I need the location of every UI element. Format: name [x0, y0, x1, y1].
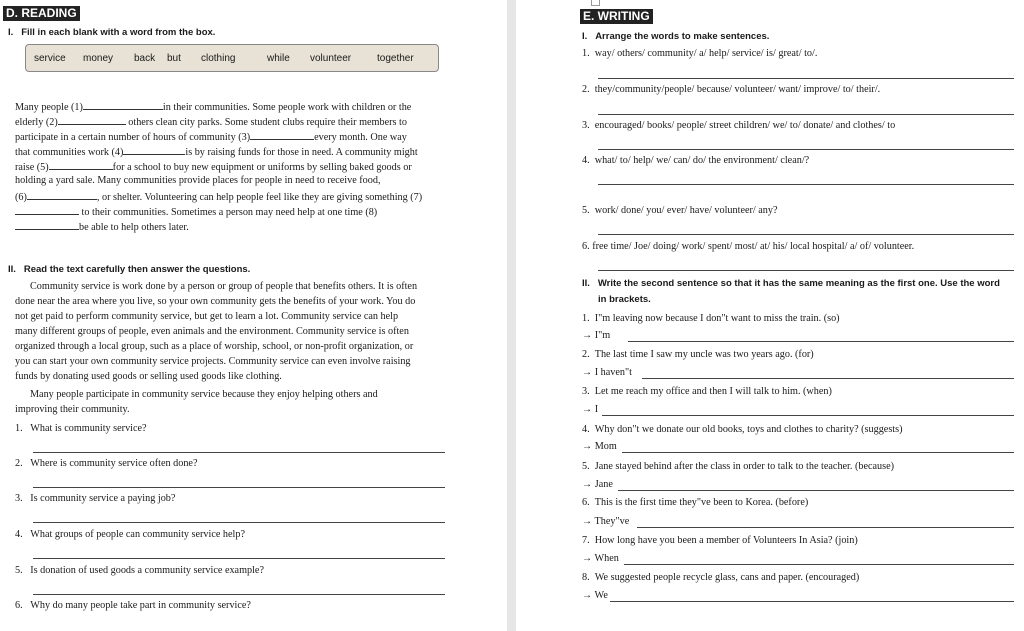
answer-line[interactable] [628, 341, 1014, 342]
blank-1[interactable] [83, 100, 163, 110]
cloze-line: be able to help others later. [15, 220, 189, 233]
rewrite-answer: → I [582, 404, 599, 415]
word-box-item: while [267, 53, 290, 64]
blank-5[interactable] [49, 160, 113, 170]
answer-line[interactable] [598, 114, 1014, 115]
blank-3[interactable] [250, 130, 314, 140]
answer-line[interactable] [602, 415, 1014, 416]
rewrite-answer: → Jane [582, 479, 613, 490]
writing-part2-title: II. Write the second sentence so that it has the same meaning as the first one. Use the word [582, 278, 1000, 289]
rewrite-answer: → I haven"t [582, 367, 632, 378]
reading-heading: D. READING [3, 6, 80, 21]
answer-line[interactable] [618, 490, 1014, 491]
word-box-item: together [377, 53, 414, 64]
answer-line[interactable] [598, 270, 1014, 271]
reading-part2-title: II. Read the text carefully then answer the questions. [8, 264, 251, 275]
answer-line[interactable] [33, 452, 445, 453]
arrange-item: 2. they/community/people/ because/ volunteer/ want/ improve/ to/ their/. [582, 84, 881, 95]
passage-line: done near the area where you live, so your own community gets the benefits of your work. You do [15, 296, 416, 307]
rewrite-item: 2. The last time I saw my uncle was two years ago. (for) [582, 349, 814, 360]
rewrite-answer: → When [582, 553, 619, 564]
passage-line: many different groups of people, even animals and the environment. Community service is often [15, 326, 409, 337]
rewrite-answer: → I"m [582, 330, 611, 341]
question: 4. What groups of people can community service help? [15, 529, 245, 540]
writing-page [516, 0, 1024, 631]
rewrite-answer: → We [582, 590, 608, 601]
reading-part1-title: I. Fill in each blank with a word from the box. [8, 27, 216, 38]
writing-heading: E. WRITING [580, 9, 653, 24]
arrange-item: 6. free time/ Joe/ doing/ work/ spent/ most/ at/ his/ local hospital/ a/ of/ volunteer. [582, 241, 915, 252]
passage-line: not get paid to perform community service, but get to learn a lot. Community service can help [15, 311, 399, 322]
rewrite-item: 7. How long have you been a member of Volunteers In Asia? (join) [582, 535, 858, 546]
answer-line[interactable] [33, 594, 445, 595]
rewrite-item: 3. Let me reach my office and then I will talk to him. (when) [582, 386, 832, 397]
answer-line[interactable] [610, 601, 1014, 602]
answer-line[interactable] [598, 149, 1014, 150]
answer-line[interactable] [33, 522, 445, 523]
word-box-item: back [134, 53, 156, 64]
passage-line: organized through a local group, such as a place of worship, school, or non-profit organization, or [15, 341, 414, 352]
blank-8[interactable] [15, 220, 79, 230]
arrange-item: 1. way/ others/ community/ a/ help/ service/ is/ great/ to/. [582, 48, 818, 59]
passage-line: Many people participate in community service because they enjoy helping others and [30, 389, 378, 400]
word-box-item: service [34, 53, 66, 64]
blank-2[interactable] [58, 115, 126, 125]
rewrite-item: 8. We suggested people recycle glass, cans and paper. (encouraged) [582, 572, 860, 583]
question: 5. Is donation of used goods a community service example? [15, 565, 264, 576]
word-box-item: money [83, 53, 114, 64]
reading-page [0, 0, 507, 631]
rewrite-item: 5. Jane stayed behind after the class in order to talk to the teacher. (because) [582, 461, 895, 472]
question: 6. Why do many people take part in community service? [15, 600, 251, 611]
passage-line: funds by donating used goods or selling used goods like clothing. [15, 371, 282, 382]
cloze-line: holding a yard sale. Many communities provide places for people in need to receive food, [15, 175, 381, 186]
page-marker-icon [591, 0, 600, 6]
word-box [25, 44, 439, 72]
question: 1. What is community service? [15, 423, 147, 434]
answer-line[interactable] [637, 527, 1014, 528]
cloze-line: that communities work (4) is by raising funds for those in need. A community might [15, 147, 418, 158]
rewrite-answer: → They"ve [582, 516, 630, 527]
arrange-item: 4. what/ to/ help/ we/ can/ do/ the environment/ clean/? [582, 155, 810, 166]
rewrite-item: 6. This is the first time they"ve been to Korea. (before) [582, 497, 809, 508]
answer-line[interactable] [598, 234, 1014, 235]
rewrite-item: 1. I"m leaving now because I don"t want to miss the train. (so) [582, 313, 840, 324]
writing-part2-title-cont: in brackets. [598, 294, 651, 305]
question: 3. Is community service a paying job? [15, 493, 176, 504]
passage-line: improving their community. [15, 404, 130, 415]
answer-line[interactable] [598, 184, 1014, 185]
arrange-item: 3. encouraged/ books/ people/ street children/ we/ to/ donate/ and clothes/ to [582, 120, 896, 131]
blank-4[interactable] [123, 145, 185, 155]
arrange-item: 5. work/ done/ you/ ever/ have/ volunteer/ any? [582, 205, 778, 216]
writing-part1-title: I. Arrange the words to make sentences. [582, 31, 770, 42]
cloze-line: Many people (1) in their communities. Some people work with children or the [15, 102, 412, 113]
rewrite-answer: → Mom [582, 441, 617, 452]
question: 2. Where is community service often done? [15, 458, 198, 469]
answer-line[interactable] [33, 558, 445, 559]
word-box-item: volunteer [310, 53, 352, 64]
cloze-line: to their communities. Sometimes a person may need help at one time (8) [15, 205, 377, 218]
word-box-item: clothing [201, 53, 236, 64]
passage-line: Community service is work done by a person or group of people that benefits others. It is often [30, 281, 418, 292]
answer-line[interactable] [598, 78, 1014, 79]
answer-line[interactable] [624, 564, 1014, 565]
cloze-line: participate in a certain number of hours of community (3) every month. One way [15, 132, 407, 143]
passage-line: you can start your own community service projects. Community service can even involve raising [15, 356, 411, 367]
answer-line[interactable] [622, 452, 1014, 453]
answer-line[interactable] [642, 378, 1014, 379]
word-box-item: but [167, 53, 181, 64]
rewrite-item: 4. Why don"t we donate our old books, toys and clothes to charity? (suggests) [582, 424, 903, 435]
blank-6[interactable] [27, 190, 97, 200]
cloze-line: (6) , or shelter. Volunteering can help people feel like they are giving something (7) [15, 192, 423, 203]
cloze-line: elderly (2) others clean city parks. Some student clubs require their members to [15, 117, 407, 128]
blank-7[interactable] [15, 205, 79, 215]
answer-line[interactable] [33, 487, 445, 488]
cloze-line: raise (5) for a school to buy new equipment or uniforms by selling baked goods or [15, 162, 412, 173]
